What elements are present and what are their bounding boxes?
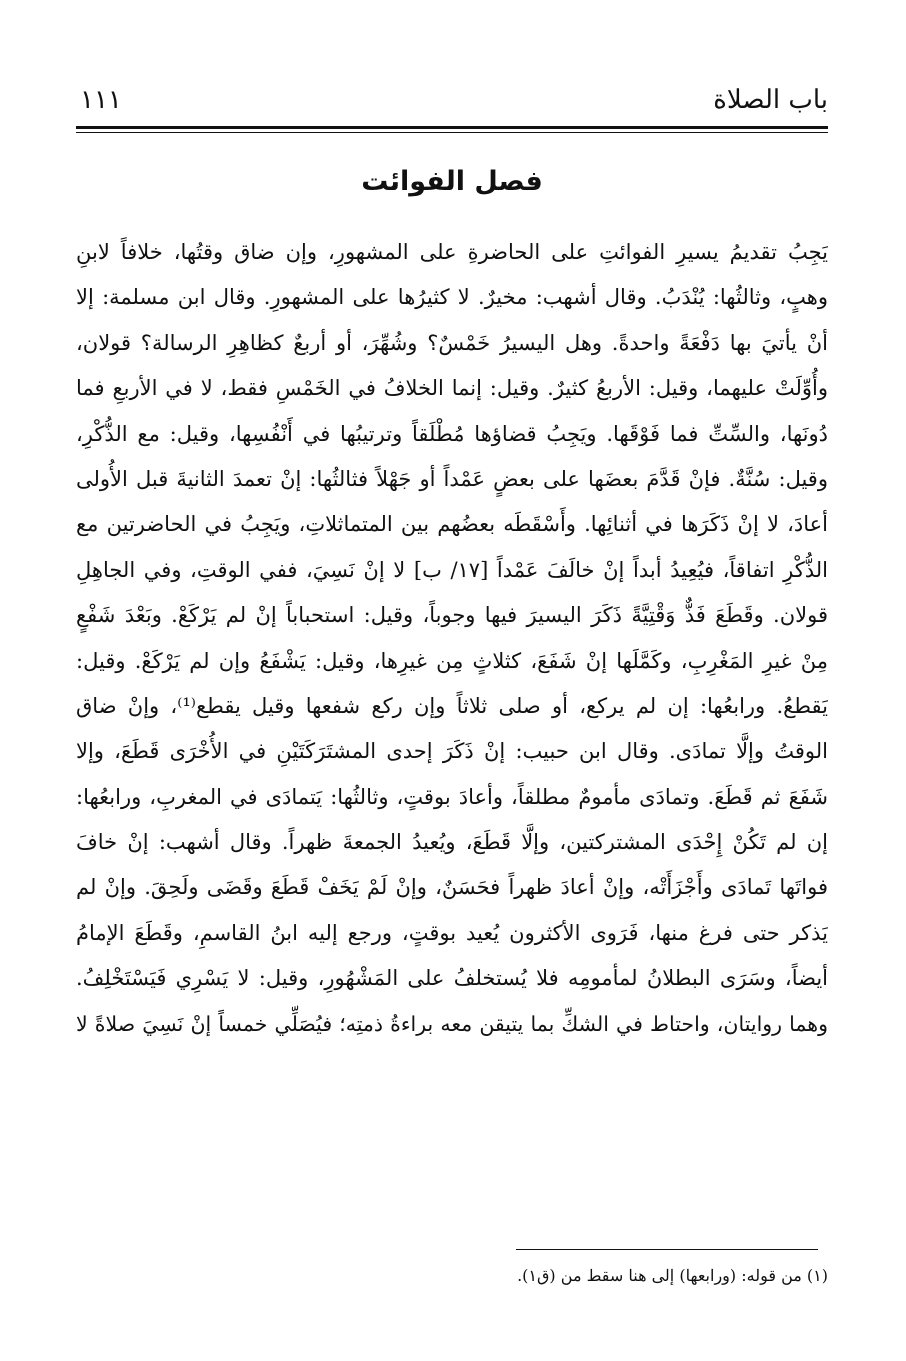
- text-line: إن لم تَكُنْ إِحْدَى المشتركتين، وإلَّا قَطَعَ، ويُعيدُ الجمعةَ ظهراً. وقال أشهب: إنْ خافَ: [76, 830, 828, 855]
- text-line: الوقتُ وإلَّا تمادَى. وقال ابن حبيب: إنْ ذَكَرَ إحدى المشتَرَكَتَيْنِ في الأُخْرَى قَطَعَ، وإلا: [76, 739, 828, 764]
- text-line: قولان. وقَطَعَ فَذٌّ وَقْتِيَّةً ذَكَرَ اليسيرَ فيها وجوباً، وقيل: استحباباً إنْ لم يَرْكَعْ. وبَعْدَ شَفْعٍ: [76, 603, 828, 628]
- text-line: وهبٍ، وثالثُها: يُنْدَبُ. وقال أشهب: مخيرٌ. لا كثيرُها على المشهورِ. وقال ابن مسلمة: إلا: [76, 285, 828, 310]
- body-text: [76, 230, 828, 1047]
- header-rule-thin: [76, 132, 828, 133]
- text-line: دُونَها، والسِّتِّ فما فَوْقَها. ويَجِبُ قضاؤها مُطْلَقاً وترتيبُها في أَنْفُسِها، وقيل: مع الذُّكْرِ،: [76, 421, 828, 446]
- chapter-title: باب الصلاة: [713, 85, 828, 115]
- text-line: وقيل: سُنَّةٌ. فإنْ قَدَّمَ بعضَها على بعضٍ عَمْداً أو جَهْلاً فثالثُها: إنْ تعمدَ الثانيةَ قبل الأُولى: [76, 466, 828, 491]
- section-title: فصل الفوائت: [361, 166, 543, 197]
- text-line: مِنْ غيرِ المَغْرِبِ، وكَمَّلَها إنْ شَفَعَ، كثلاثٍ مِن غيرِها، وقيل: يَشْفَعُ وإن لم يَرْكَعْ. وقيل:: [76, 648, 828, 673]
- text-line: أنْ يأتيَ بها دَفْعَةً واحدةً. وهل اليسيرُ خَمْسٌ؟ وشُهِّرَ، أو أربعٌ كظاهِرِ الرسالة؟ قولان،: [76, 330, 828, 355]
- text-line: فواتَها تَمادَى وأَجْزَأَتْه، وإنْ أعادَ ظهراً فحَسَنٌ، وإنْ لَمْ يَخَفْ قَطَعَ وقَضَى ولَحِقَ. وإنْ لم: [76, 875, 828, 900]
- text-line: أيضاً، وسَرَى البطلانُ لمأمومِه فلا يُستخلفُ على المَشْهُورِ، وقيل: لا يَسْرِي فَيَسْتَخْلِفُ.: [76, 966, 828, 991]
- text-line: وأُوِّلَتْ عليهما، وقيل: الأربعُ كثيرٌ. وقيل: إنما الخلافُ في الخَمْسِ فقط، لا في الأربعِ فما: [76, 376, 828, 401]
- text-line: شَفَعَ ثم قَطَعَ. وتمادَى مأمومٌ مطلقاً، وأعادَ بوقتٍ، وثالثُها: يَتمادَى في المغربِ، ورابعُها:: [76, 784, 828, 809]
- footnote: (١) من قوله: (ورابعها) إلى هنا سقط من (ق١).: [517, 1266, 828, 1285]
- text-line: يَجِبُ تقديمُ يسيرِ الفوائتِ على الحاضرةِ على المشهورِ، وإن ضاق وقتُها، خلافاً لابنِ: [76, 240, 828, 264]
- text-line: أعادَ، لا إنْ ذَكَرَها في أثنائِها. وأَسْقَطَه بعضُهم بين المتماثلاتِ، ويَجِبُ في الحاضرتين مع: [76, 512, 828, 537]
- running-header: [80, 78, 828, 122]
- text-line: الذُّكْرِ اتفاقاً، فيُعِيدُ أبداً إنْ خالَفَ عَمْداً [١٧/ ب] لا إنْ نَسِيَ، ففي الوقتِ، وفي الجاهِلِ: [76, 557, 828, 582]
- page-number: ١١١: [80, 85, 122, 115]
- text-line: يَقطعُ. ورابعُها: إن لم يركع، أو صلى ثلاثاً وإن ركع شفعها وقيل يقطع⁽¹⁾، وإنْ ضاق: [76, 693, 828, 718]
- header-rule-thick: [76, 126, 828, 129]
- footnote-rule: [516, 1249, 818, 1250]
- text-line: يَذكر حتى فرغ منها، فَرَوى الأكثرون يُعيد بوقتٍ، ورجع إليه ابنُ القاسمِ، وقَطَعَ الإمامُ: [76, 920, 828, 945]
- text-line: وهما روايتان، واحتاط في الشكِّ بما يتيقن معه براءةُ ذمتِه؛ فيُصَلِّي خمساً إنْ نَسِيَ صلاةً لا: [76, 1011, 828, 1036]
